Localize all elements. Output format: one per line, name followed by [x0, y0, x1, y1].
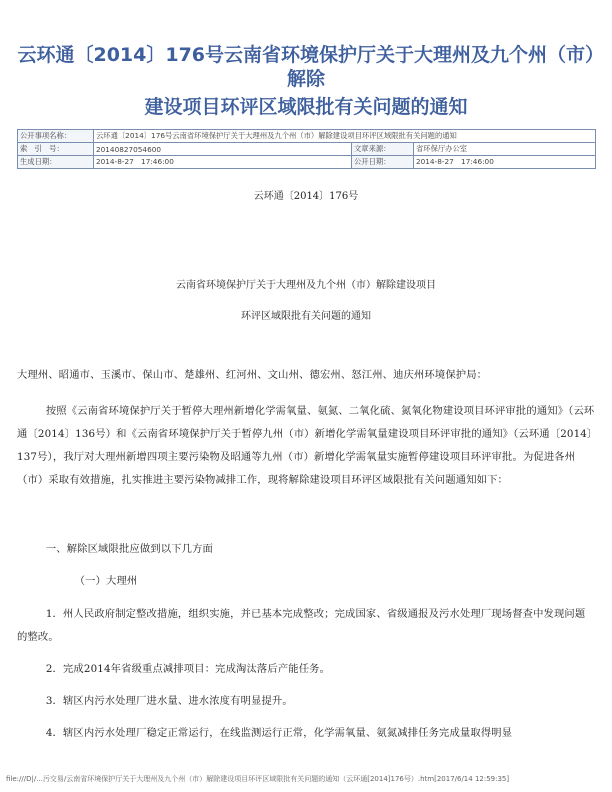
subsection-heading-dali: （一）大理州 [74, 575, 138, 587]
subtitle-line-1: 云南省环境保护厅关于大理州及九个州（市）解除建设项目 [176, 280, 436, 291]
list-item-2: 2．完成2014年省级重点减排项目：完成淘汰落后产能任务。 [45, 663, 331, 675]
created-date-value: 2014-8-27 17:46:00 [94, 156, 352, 169]
published-date-label: 公开日期： [352, 156, 414, 169]
recipients-line: 大理州、昭通市、玉溪市、保山市、楚雄州、红河州、文山州、德宏州、怒江州、迪庆州环境保护局： [17, 369, 488, 381]
public-item-value: 云环通〔2014〕176号云南省环境保护厅关于大理州及九个州（市）解除建设项目环评区域限批有关问题的通知 [94, 130, 596, 143]
public-item-label: 公开事项名称： [18, 130, 94, 143]
index-number-label: 索 引 号： [18, 143, 94, 156]
source-label: 文章来源： [352, 143, 414, 156]
list-item-1: 1．州人民政府制定整改措施，组织实施，并已基本完成整改；完成国家、省级通报及污水处理厂现场督查中发现问题的整改。 [17, 608, 586, 643]
subtitle-line-2: 环评区域限批有关问题的通知 [241, 311, 371, 322]
published-date-value: 2014-8-27 17:46:00 [414, 156, 596, 169]
metadata-row-dates [18, 156, 596, 169]
metadata-row-public-item [18, 130, 596, 143]
document-title-line-1: 云环通〔2014〕176号云南省环境保护厅关于大理州及九个州（市）解除 [17, 44, 595, 90]
section-heading-1: 一、解除区域限批应做到以下几方面 [45, 543, 213, 555]
document-number: 云环通〔2014〕176号 [253, 191, 359, 202]
index-number-value: 20140827054600 [94, 143, 352, 156]
intro-paragraph: 按照《云南省环境保护厅关于暂停大理州新增化学需氧量、氨氮、二氧化硫、氮氧化物建设项目环评审批的通知》（云环通〔2014〕136号）和《云南省环境保护厅关于暂停九州（市）新增化学需氧量建设项目环评审批的通知》（云环通〔2014〕137号），我厅对大理州新增四项主要污染物及昭通等九州（市）新增化学需氧量实施暂停建设项目环评审批。为促进各州（市）采取有效措施，扎实推进主要污染物减排工作，现将解除建设项目环评区域限批有关问题通知如下： [17, 405, 595, 486]
metadata-table [17, 129, 596, 169]
document-title-line-2: 建设项目环评区域限批有关问题的通知 [144, 96, 468, 118]
source-value: 省环保厅办公室 [414, 143, 596, 156]
page-footer-path: file:///D|/...污交易/云南省环境保护厅关于大理州及九个州（市）解除建设项目环评区域限批有关问题的通知（云环通[2014]176号）.htm[2017/6/14 12:59:35] [6, 775, 510, 783]
metadata-row-index [18, 143, 596, 156]
created-date-label: 生成日期： [18, 156, 94, 169]
list-item-4: 4．辖区内污水处理厂稳定正常运行，在线监测运行正常，化学需氧量、氨氮减排任务完成量取得明显 [45, 727, 513, 739]
list-item-3: 3．辖区内污水处理厂进水量、进水浓度有明显提升。 [45, 695, 293, 707]
